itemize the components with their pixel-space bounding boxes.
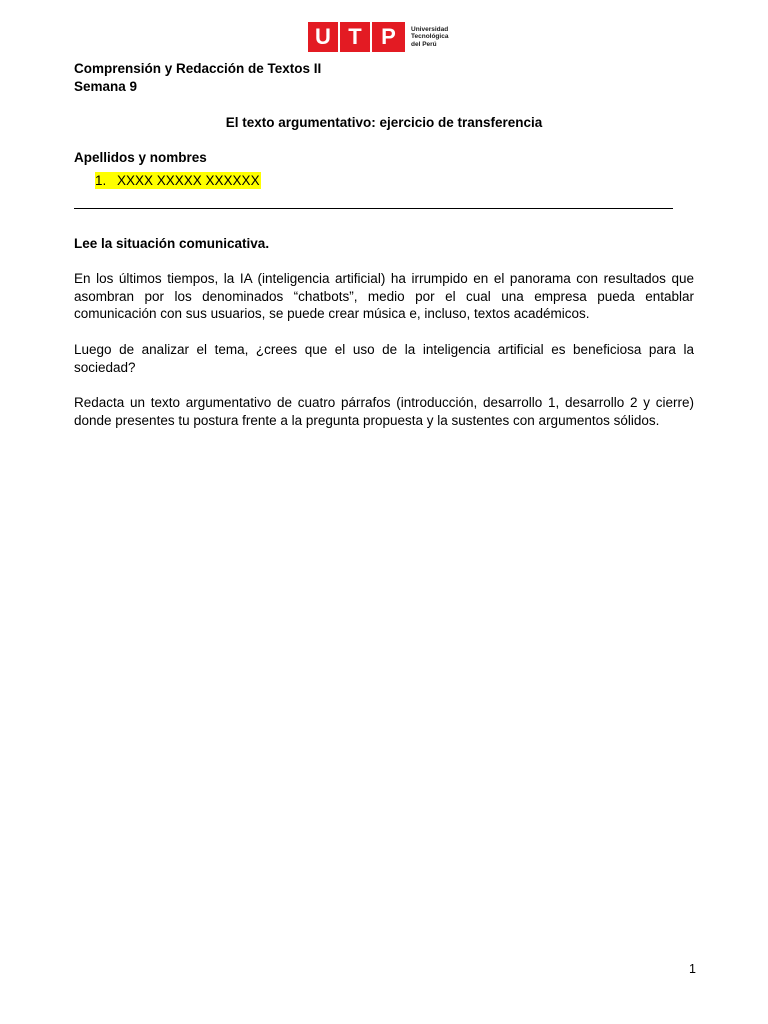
document-title: El texto argumentativo: ejercicio de transferencia <box>225 115 543 130</box>
student-name: XXXX XXXXX XXXXXX <box>117 173 260 188</box>
situation-heading: Lee la situación comunicativa. <box>74 236 270 251</box>
list-number: 1. <box>95 173 107 188</box>
logo-letter-p: P <box>372 22 405 52</box>
course-header <box>74 60 694 95</box>
logo-line-1: Universidad <box>411 26 449 34</box>
logo-letter-u: U <box>308 22 338 52</box>
page-number: 1 <box>689 962 696 976</box>
week-label: Semana 9 <box>74 78 138 94</box>
logo-line-2: Tecnológica <box>411 33 449 41</box>
situation-paragraph-1: En los últimos tiempos, la IA (inteligencia artificial) ha irrumpido en el panorama con resultados que asombran por los denominados “chatbots”, medio por el cual una empresa pueda entablar comunicación con sus usuarios, se puede crear música e, incluso, textos académicos. <box>74 271 694 321</box>
course-name: Comprensión y Redacción de Textos II <box>74 61 322 76</box>
situation-paragraph-2: Luego de analizar el tema, ¿crees que el uso de la inteligencia artificial es beneficiosa para la sociedad? <box>74 342 694 375</box>
names-list-item <box>95 172 261 189</box>
names-label: Apellidos y nombres <box>74 150 207 165</box>
logo-letter-t: T <box>340 22 370 52</box>
logo-letters <box>308 22 407 52</box>
divider-line <box>74 208 673 209</box>
logo-university-name <box>411 26 448 48</box>
utp-logo <box>308 22 448 52</box>
situation-paragraph-3: Redacta un texto argumentativo de cuatro párrafos (introducción, desarrollo 1, desarrollo 2 y cierre) donde presentes tu postura frente a la pregunta propuesta y la sustentes con argumentos sólidos. <box>74 395 694 428</box>
logo-line-3: del Perú <box>411 40 437 48</box>
